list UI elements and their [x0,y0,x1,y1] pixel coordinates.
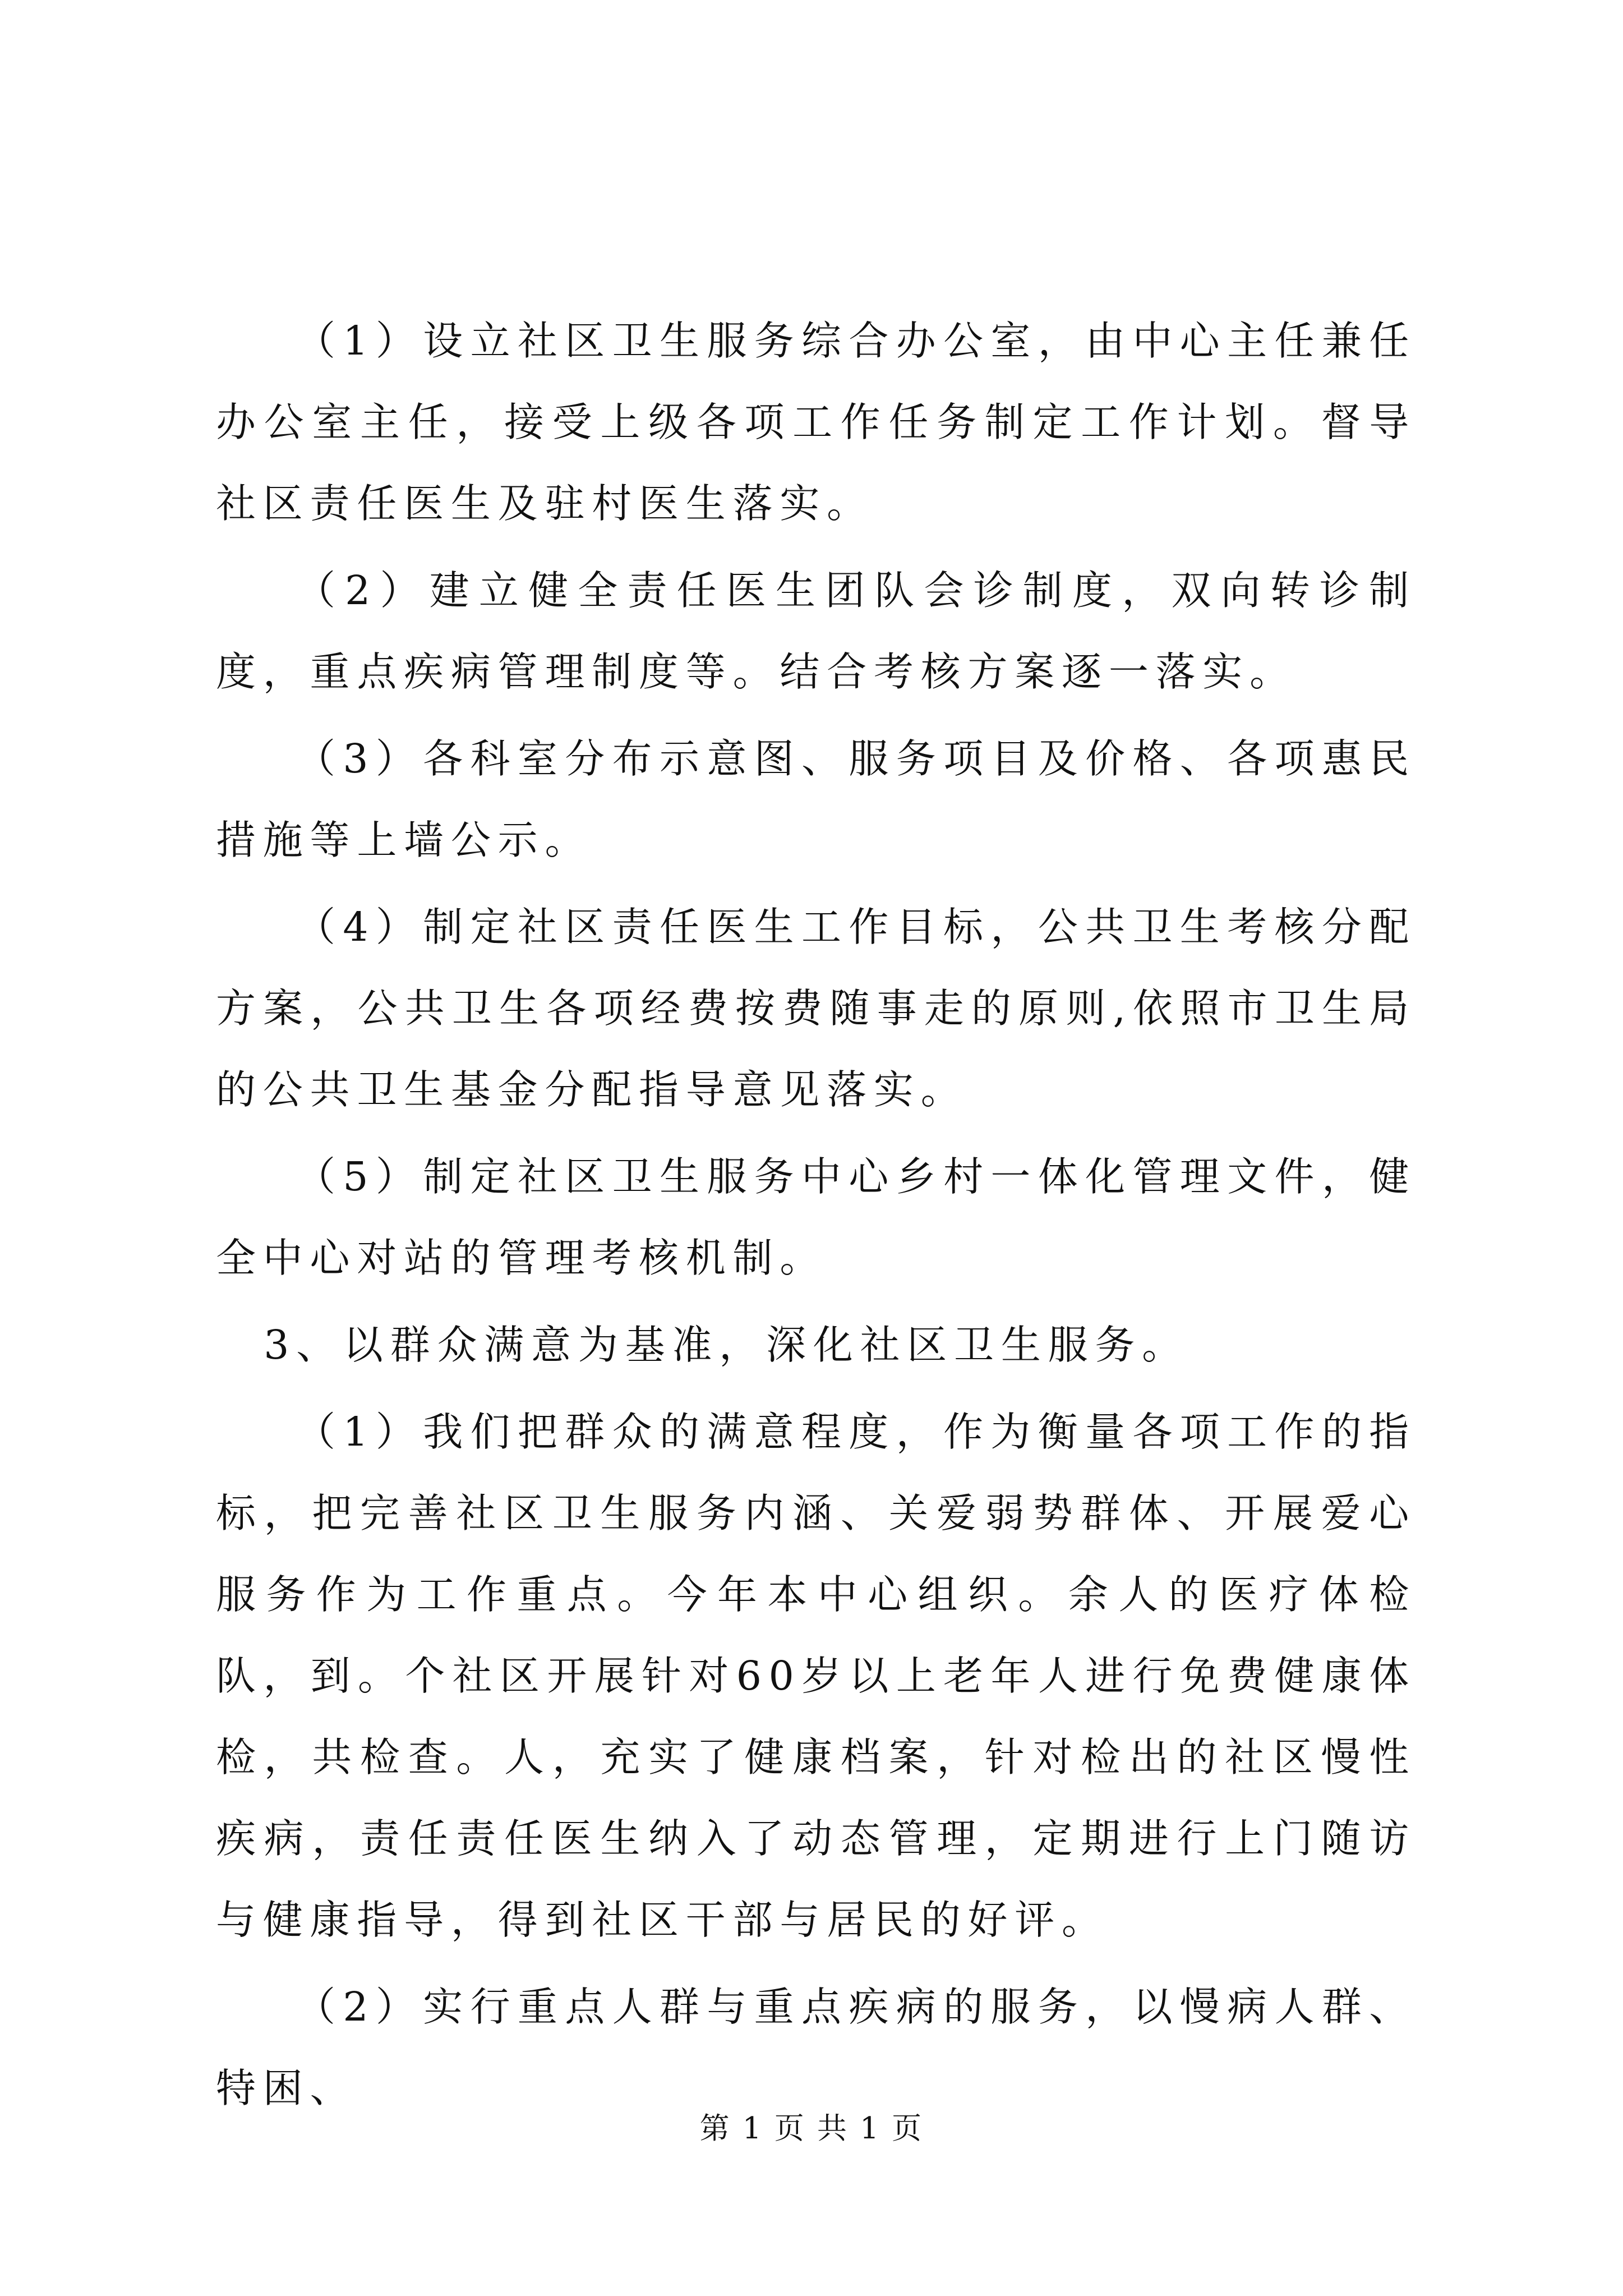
paragraph-item-7: （2）实行重点人群与重点疾病的服务，以慢病人群、特困、 [216,1984,1416,2111]
section-heading-3: 3、以群众满意为基准，深化社区卫生服务。 [264,1322,1189,1368]
document-body [216,300,1416,2134]
paragraph-item-3: （3）各科室分布示意图、服务项目及价格、各项惠民措施等上墙公示。 [216,735,1416,863]
paragraph-item-5: （5）制定社区卫生服务中心乡村一体化管理文件，健全中心对站的管理考核机制。 [216,1153,1416,1281]
paragraph-item-2: （2）建立健全责任医生团队会诊制度，双向转诊制度，重点疾病管理制度等。结合考核方案逐一落实。 [216,567,1416,695]
paragraph-item-6: （1）我们把群众的满意程度，作为衡量各项工作的指标，把完善社区卫生服务内涵、关爱弱势群体、开展爱心服务作为工作重点。今年本中心组织。余人的医疗体检队，到。个社区开展针对60岁以上老年人进行免费健康体检，共检查。人，充实了健康档案，针对检出的社区慢性疾病，责任责任医生纳入了动态管理，定期进行上门随访与健康指导，得到社区干部与居民的好评。 [216,1409,1416,1943]
page-footer: 第 1 页 共 1 页 [699,2111,924,2146]
paragraph-item-4: （4）制定社区责任医生工作目标，公共卫生考核分配方案，公共卫生各项经费按费随事走的原则,依照市卫生局的公共卫生基金分配指导意见落实。 [216,904,1416,1113]
paragraph-item-1: （1）设立社区卫生服务综合办公室，由中心主任兼任办公室主任，接受上级各项工作任务制定工作计划。督导社区责任医生及驻村医生落实。 [216,318,1416,527]
